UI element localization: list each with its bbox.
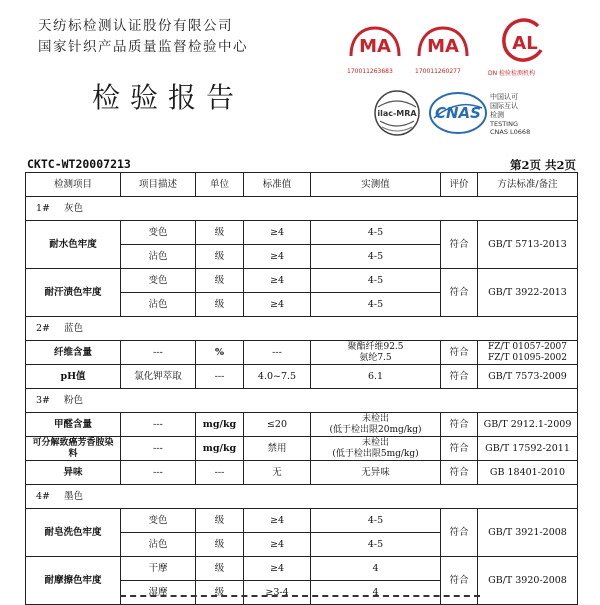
value-line: 氨纶7.5 <box>359 352 392 363</box>
evaluation: 符合 <box>441 437 478 461</box>
cal-seal-logo <box>498 16 548 66</box>
measured-value: 4-5 <box>311 245 441 269</box>
section-number: 4# <box>36 491 51 502</box>
section-row <box>26 317 578 341</box>
standard-value: ≥3-4 <box>244 581 311 605</box>
table-row <box>26 413 578 437</box>
measured-value: 4-5 <box>311 221 441 245</box>
method-line: FZ/T 01057-2007 <box>488 341 567 352</box>
section-color: 粉色 <box>64 395 84 406</box>
cma-cert-number: 170011263683 <box>347 68 393 75</box>
document-title: 检验报告 <box>92 81 245 114</box>
measured-value: 4-5 <box>311 269 441 293</box>
method-standard: GB/T 3921-2008 <box>478 509 578 557</box>
svg-text:MA: MA <box>359 36 391 57</box>
section-color: 蓝色 <box>64 323 84 334</box>
method-standard: GB/T 3922-2013 <box>478 269 578 317</box>
method-line: FZ/T 01095-2002 <box>488 352 567 363</box>
organization-name: 天纺标检测认证股份有限公司 <box>38 18 233 34</box>
unit: --- <box>196 365 244 389</box>
item-description: 变色 <box>121 269 196 293</box>
item-description: --- <box>121 461 196 485</box>
unit: 级 <box>196 293 244 317</box>
item-description: 沾色 <box>121 533 196 557</box>
unit: 级 <box>196 245 244 269</box>
cal-cert-number: DN 检验检测机构 <box>488 70 536 77</box>
value-line: 未检出 <box>361 413 389 424</box>
test-item: pH值 <box>26 365 121 389</box>
item-description: --- <box>121 413 196 437</box>
test-item: 耐水色牢度 <box>26 221 121 269</box>
value-line: 未检出 <box>361 437 389 448</box>
cma-seal-logo <box>347 22 403 62</box>
evaluation: 符合 <box>441 269 478 317</box>
measured-value: 4 <box>311 557 441 581</box>
evaluation: 符合 <box>441 221 478 269</box>
standard-value: ≥4 <box>244 269 311 293</box>
unit: mg/kg <box>196 413 244 437</box>
standard-value: 无 <box>244 461 311 485</box>
method-standard: GB/T 5713-2013 <box>478 221 578 269</box>
standard-value: ≥4 <box>244 221 311 245</box>
column-header: 检测项目 <box>26 173 121 197</box>
standard-value: ≥4 <box>244 245 311 269</box>
svg-text:MA: MA <box>427 36 459 57</box>
page-indicator: 第2页 共2页 <box>509 158 576 172</box>
measured-value <box>311 413 441 437</box>
item-description: --- <box>121 341 196 365</box>
method-standard: GB/T 3920-2008 <box>478 557 578 605</box>
svg-text:CNAS L0668: CNAS L0668 <box>490 128 531 136</box>
section-number: 2# <box>36 323 51 334</box>
section-color: 墨色 <box>64 491 84 502</box>
measured-value: 4-5 <box>311 293 441 317</box>
item-description: 氯化钾萃取 <box>121 365 196 389</box>
item-description: 沾色 <box>121 293 196 317</box>
evaluation: 符合 <box>441 341 478 365</box>
svg-text:中国认可: 中国认可 <box>490 93 518 101</box>
test-item: 异味 <box>26 461 121 485</box>
unit: 级 <box>196 533 244 557</box>
measured-value: 4-5 <box>311 533 441 557</box>
section-row <box>26 389 578 413</box>
table-row <box>26 557 578 581</box>
test-item: 耐皂洗色牢度 <box>26 509 121 557</box>
unit: 级 <box>196 581 244 605</box>
cma-seal-logo-2 <box>415 22 471 62</box>
evaluation: 符合 <box>441 461 478 485</box>
table-row <box>26 221 578 245</box>
standard-value: 禁用 <box>244 437 311 461</box>
unit: 级 <box>196 269 244 293</box>
unit: --- <box>196 461 244 485</box>
svg-text:ilac-MRA: ilac-MRA <box>377 109 417 118</box>
section-row <box>26 197 578 221</box>
unit: 级 <box>196 509 244 533</box>
value-line: 聚酯纤维92.5 <box>347 341 404 352</box>
item-description: 干摩 <box>121 557 196 581</box>
report-number: CKTC-WT20007213 <box>27 157 131 171</box>
svg-text:CNAS: CNAS <box>435 104 481 122</box>
value-line: (低于检出限5mg/kg) <box>332 448 419 459</box>
test-item: 耐汗渍色牢度 <box>26 269 121 317</box>
method-standard: GB 18401-2010 <box>478 461 578 485</box>
section-number: 1# <box>36 203 51 214</box>
svg-text:检测: 检测 <box>490 111 504 119</box>
column-header: 实测值 <box>311 173 441 197</box>
unit: 级 <box>196 557 244 581</box>
value-line: (低于检出限20mg/kg) <box>329 424 422 435</box>
table-row <box>26 509 578 533</box>
standard-value: ≤20 <box>244 413 311 437</box>
measured-value <box>311 341 441 365</box>
cma-cert-number-2: 170011260277 <box>415 68 461 75</box>
measured-value <box>311 437 441 461</box>
measured-value: 4 <box>311 581 441 605</box>
svg-text:AL: AL <box>512 33 538 54</box>
item-description: 湿摩 <box>121 581 196 605</box>
section-number: 3# <box>36 395 51 406</box>
column-header: 评价 <box>441 173 478 197</box>
evaluation: 符合 <box>441 509 478 557</box>
standard-value: ≥4 <box>244 509 311 533</box>
standard-value: ≥4 <box>244 533 311 557</box>
item-description: 变色 <box>121 509 196 533</box>
item-description: --- <box>121 437 196 461</box>
column-header: 单位 <box>196 173 244 197</box>
method-standard <box>478 341 578 365</box>
method-standard: GB/T 17592-2011 <box>478 437 578 461</box>
results-table <box>25 172 578 605</box>
svg-text:TESTING: TESTING <box>490 120 518 128</box>
standard-value: ≥4 <box>244 557 311 581</box>
table-row <box>26 341 578 365</box>
column-header: 方法标准/备注 <box>478 173 578 197</box>
evaluation: 符合 <box>441 365 478 389</box>
item-line: 料 <box>68 448 78 459</box>
standard-value: ≥4 <box>244 293 311 317</box>
measured-value: 6.1 <box>311 365 441 389</box>
column-header: 项目描述 <box>121 173 196 197</box>
test-item: 纤维含量 <box>26 341 121 365</box>
test-item: 甲醛含量 <box>26 413 121 437</box>
table-row <box>26 269 578 293</box>
evaluation: 符合 <box>441 413 478 437</box>
testing-center-name: 国家针织产品质量监督检验中心 <box>38 39 248 55</box>
table-row <box>26 437 578 461</box>
table-row <box>26 461 578 485</box>
standard-value: --- <box>244 341 311 365</box>
unit: % <box>196 341 244 365</box>
section-row <box>26 485 578 509</box>
test-item <box>26 437 121 461</box>
column-header: 标准值 <box>244 173 311 197</box>
table-header-row <box>26 173 578 197</box>
item-description: 沾色 <box>121 245 196 269</box>
unit: mg/kg <box>196 437 244 461</box>
svg-text:国际互认: 国际互认 <box>490 102 518 110</box>
item-line: 可分解致癌芳香胺染 <box>32 437 114 448</box>
table-row <box>26 365 578 389</box>
cnas-logo <box>428 88 548 138</box>
unit: 级 <box>196 221 244 245</box>
measured-value: 4-5 <box>311 509 441 533</box>
ilac-mra-logo <box>372 87 422 139</box>
section-color: 灰色 <box>64 203 84 214</box>
standard-value: 4.0~7.5 <box>244 365 311 389</box>
test-item: 耐摩擦色牢度 <box>26 557 121 605</box>
measured-value: 无异味 <box>311 461 441 485</box>
method-standard: GB/T 2912.1-2009 <box>478 413 578 437</box>
method-standard: GB/T 7573-2009 <box>478 365 578 389</box>
item-description: 变色 <box>121 221 196 245</box>
page-bottom-divider <box>120 595 480 597</box>
evaluation: 符合 <box>441 557 478 605</box>
